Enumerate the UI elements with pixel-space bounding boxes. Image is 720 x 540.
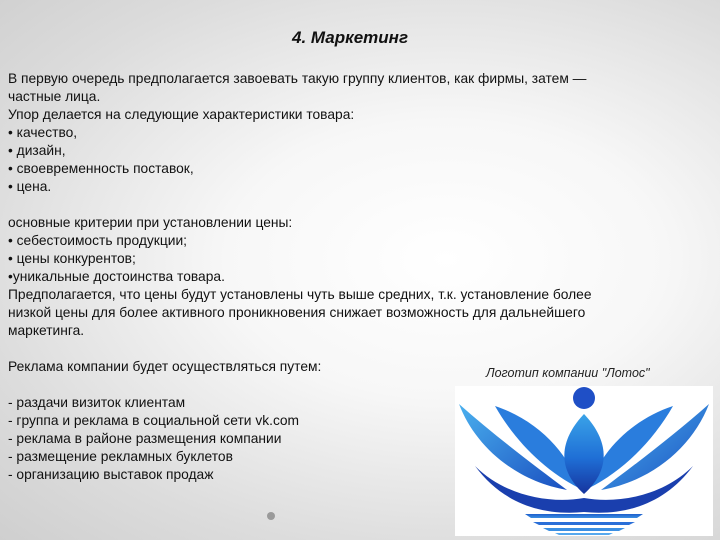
blank-line xyxy=(8,340,708,358)
body-line: • цена. xyxy=(8,179,52,194)
logo-caption: Логотип компании "Лотос" xyxy=(486,366,650,380)
body-line: - группа и реклама в социальной сети vk.com xyxy=(8,413,300,428)
body-line: - размещение рекламных буклетов xyxy=(8,449,233,464)
body-line: • качество, xyxy=(8,125,78,140)
body-line: Реклама компании будет осуществляться путем: xyxy=(8,359,322,374)
body-line: основные критерии при установлении цены: xyxy=(8,215,293,230)
body-line: Упор делается на следующие характеристики товара: xyxy=(8,107,355,122)
slide-dot-marker xyxy=(267,512,275,520)
logo-circle xyxy=(573,387,595,409)
body-line: Предполагается, что цены будут установлены чуть выше средних, т.к. установление более xyxy=(8,287,592,302)
blank-line xyxy=(8,196,708,214)
body-line: • цены конкурентов; xyxy=(8,251,136,266)
slide-title: 4. Маркетинг xyxy=(292,28,409,47)
body-line: маркетинга. xyxy=(8,323,85,338)
body-line: •уникальные достоинства товара. xyxy=(8,269,225,284)
body-line: • своевременность поставок, xyxy=(8,161,194,176)
body-line: • дизайн, xyxy=(8,143,66,158)
body-line: • себестоимость продукции; xyxy=(8,233,187,248)
lotus-logo-icon xyxy=(455,386,713,536)
body-line: частные лица. xyxy=(8,89,101,104)
body-line: В первую очередь предполагается завоевать такую группу клиентов, как фирмы, затем — xyxy=(8,71,587,86)
body-line: низкой цены для более активного проникновения снижает возможность для дальнейшего xyxy=(8,305,586,320)
body-line: - организацию выставок продаж xyxy=(8,467,214,482)
lotus-logo xyxy=(455,386,713,536)
body-line: - реклама в районе размещения компании xyxy=(8,431,282,446)
body-line: - раздачи визиток клиентам xyxy=(8,395,186,410)
